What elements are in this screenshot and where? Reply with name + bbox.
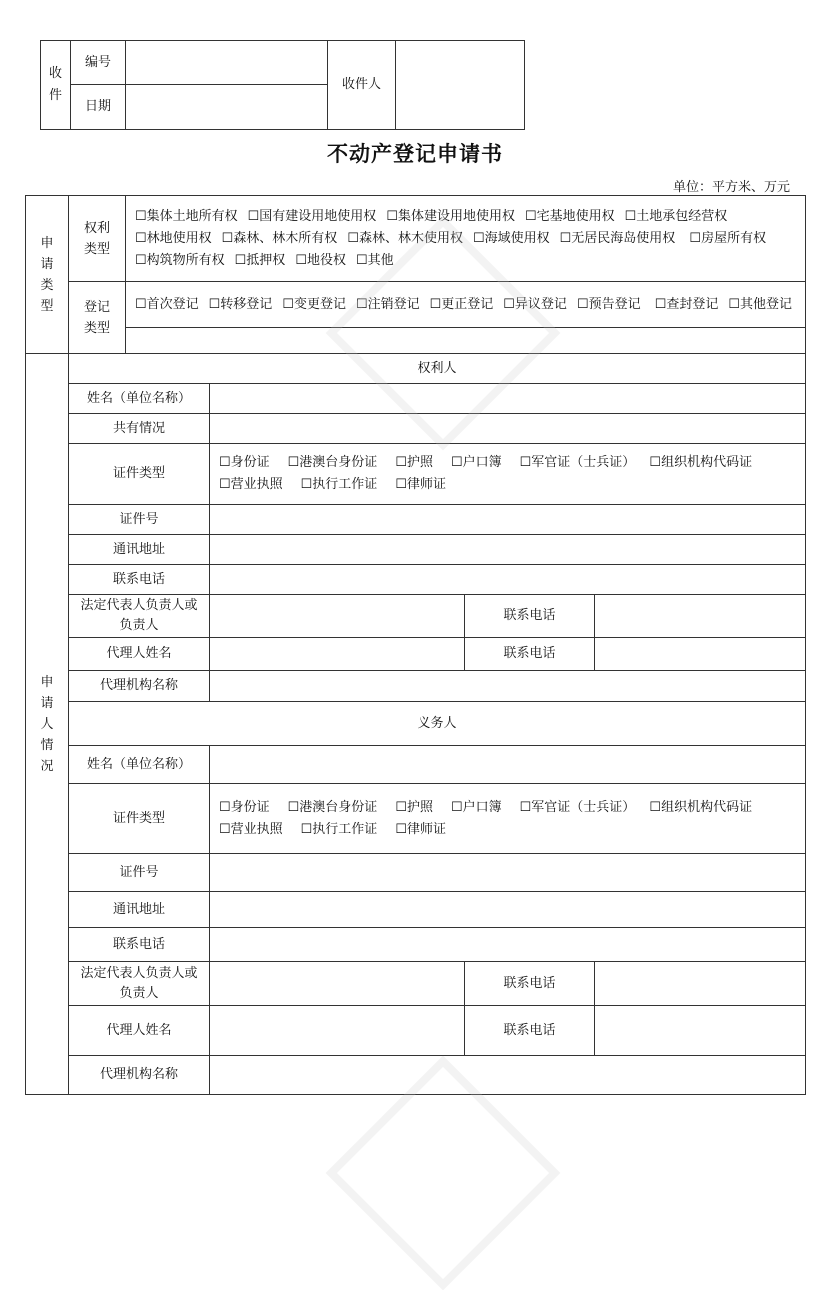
- obligee-id-type-label: 证件类型: [69, 444, 210, 505]
- obligor-agent-phone-field[interactable]: [595, 1006, 806, 1056]
- obligee-agency-label: 代理机构名称: [69, 671, 210, 702]
- obligor-header: 义务人: [69, 702, 806, 746]
- obligor-agency-field[interactable]: [210, 1056, 806, 1095]
- rights-option[interactable]: ☐构筑物所有权: [135, 252, 225, 268]
- obligor-legal-rep-phone-label: 联系电话: [465, 962, 595, 1006]
- rights-option[interactable]: ☐房屋所有权: [689, 230, 767, 246]
- id-option[interactable]: ☐营业执照: [219, 821, 283, 837]
- obligor-phone-field[interactable]: [210, 928, 806, 962]
- obligor-legal-rep-phone-field[interactable]: [595, 962, 806, 1006]
- rights-option[interactable]: ☐宅基地使用权: [524, 208, 615, 224]
- id-option[interactable]: ☐港澳台身份证: [287, 799, 378, 815]
- obligee-agent-phone-label: 联系电话: [465, 638, 595, 671]
- obligee-legal-rep-field[interactable]: [210, 595, 465, 638]
- number-label: 编号: [71, 41, 126, 85]
- obligee-phone-label: 联系电话: [69, 565, 210, 595]
- id-option[interactable]: ☐执行工作证: [300, 821, 378, 837]
- id-option[interactable]: ☐执行工作证: [300, 477, 378, 492]
- obligor-name-field[interactable]: [210, 746, 806, 784]
- obligee-name-field[interactable]: [210, 384, 806, 414]
- main-table: [25, 195, 806, 1095]
- applicant-section-label: 申请人情况: [26, 354, 69, 1095]
- rights-option[interactable]: ☐无居民海岛使用权: [559, 230, 676, 246]
- obligee-agent-name-field[interactable]: [210, 638, 465, 671]
- date-field[interactable]: [126, 85, 328, 130]
- id-option[interactable]: ☐律师证: [395, 821, 446, 837]
- id-option[interactable]: ☐律师证: [395, 477, 446, 492]
- form-title: 不动产登记申请书: [327, 142, 503, 166]
- obligor-id-no-label: 证件号: [69, 854, 210, 892]
- unit-note: 单位：平方米、万元: [672, 180, 790, 195]
- rights-options: [126, 196, 806, 282]
- obligor-agent-name-field[interactable]: [210, 1006, 465, 1056]
- obligee-name-label: 姓名（单位名称）: [69, 384, 210, 414]
- reg-type-blank[interactable]: [126, 328, 806, 354]
- reg-option[interactable]: ☐异议登记: [503, 296, 567, 312]
- rights-option[interactable]: ☐林地使用权: [135, 230, 212, 246]
- obligee-agency-field[interactable]: [210, 671, 806, 702]
- obligee-legal-rep-phone-label: 联系电话: [465, 595, 595, 638]
- obligee-id-no-field[interactable]: [210, 505, 806, 535]
- obligee-id-no-label: 证件号: [69, 505, 210, 535]
- obligee-phone-field[interactable]: [210, 565, 806, 595]
- obligor-name-label: 姓名（单位名称）: [69, 746, 210, 784]
- obligee-legal-rep-phone-field[interactable]: [595, 595, 806, 638]
- rights-option[interactable]: ☐集体土地所有权: [135, 208, 238, 224]
- reg-option[interactable]: ☐注销登记: [355, 296, 420, 312]
- rights-option[interactable]: ☐森林、林木所有权: [221, 230, 338, 246]
- obligee-address-field[interactable]: [210, 535, 806, 565]
- id-option[interactable]: ☐护照: [395, 455, 433, 470]
- reg-option[interactable]: ☐其他登记: [728, 296, 793, 312]
- obligor-address-label: 通讯地址: [69, 892, 210, 928]
- number-field[interactable]: [126, 41, 328, 85]
- reg-option[interactable]: ☐预告登记: [576, 296, 641, 312]
- obligor-address-field[interactable]: [210, 892, 806, 928]
- id-option[interactable]: ☐身份证: [219, 455, 270, 470]
- id-option[interactable]: ☐港澳台身份证: [287, 455, 378, 470]
- reg-option[interactable]: ☐变更登记: [282, 296, 346, 312]
- receiver-label: 收件人: [328, 41, 396, 130]
- id-option[interactable]: ☐户口簿: [450, 799, 502, 815]
- obligor-agency-label: 代理机构名称: [69, 1056, 210, 1095]
- rights-option[interactable]: ☐集体建设用地使用权: [386, 208, 515, 224]
- obligor-agent-name-label: 代理人姓名: [69, 1006, 210, 1056]
- receipt-table: [40, 40, 525, 130]
- rights-option[interactable]: ☐抵押权: [234, 252, 286, 268]
- obligor-id-no-field[interactable]: [210, 854, 806, 892]
- obligor-id-type-label: 证件类型: [69, 784, 210, 854]
- rights-option[interactable]: ☐国有建设用地使用权: [247, 208, 377, 224]
- obligor-legal-rep-label: 法定代表人负责人或负责人: [69, 962, 210, 1006]
- receipt-side-label: 收件: [41, 41, 71, 130]
- obligee-id-options: [210, 444, 806, 505]
- application-type-label: 申请类型: [26, 196, 69, 354]
- id-option[interactable]: ☐组织机构代码证: [649, 799, 753, 815]
- obligor-id-options: [210, 784, 806, 854]
- rights-option[interactable]: ☐海域使用权: [472, 230, 550, 246]
- obligor-legal-rep-field[interactable]: [210, 962, 465, 1006]
- rights-option[interactable]: ☐土地承包经营权: [624, 208, 728, 224]
- id-option[interactable]: ☐营业执照: [219, 477, 283, 492]
- reg-type-label: 登记类型: [69, 282, 126, 354]
- id-option[interactable]: ☐军官证（士兵证）: [519, 455, 636, 470]
- obligor-agent-phone-label: 联系电话: [465, 1006, 595, 1056]
- date-label: 日期: [71, 85, 126, 130]
- reg-option[interactable]: ☐查封登记: [654, 296, 719, 312]
- obligee-legal-rep-label: 法定代表人负责人或负责人: [69, 595, 210, 638]
- obligee-header: 权利人: [69, 354, 806, 384]
- id-option[interactable]: ☐户口簿: [450, 455, 502, 470]
- reg-option[interactable]: ☐转移登记: [208, 296, 273, 312]
- obligee-share-field[interactable]: [210, 414, 806, 444]
- receiver-field[interactable]: [396, 41, 525, 130]
- reg-options: [126, 282, 806, 328]
- obligee-agent-name-label: 代理人姓名: [69, 638, 210, 671]
- obligee-agent-phone-field[interactable]: [595, 638, 806, 671]
- rights-type-label: 权利类型: [69, 196, 126, 282]
- id-option[interactable]: ☐护照: [395, 799, 433, 815]
- obligee-address-label: 通讯地址: [69, 535, 210, 565]
- id-option[interactable]: ☐军官证（士兵证）: [519, 799, 636, 815]
- obligor-phone-label: 联系电话: [69, 928, 210, 962]
- rights-option[interactable]: ☐森林、林木使用权: [347, 230, 463, 246]
- obligee-share-label: 共有情况: [69, 414, 210, 444]
- reg-option[interactable]: ☐首次登记: [135, 296, 199, 312]
- id-option[interactable]: ☐身份证: [219, 799, 270, 815]
- rights-option[interactable]: ☐地役权: [295, 252, 346, 268]
- id-option[interactable]: ☐组织机构代码证: [649, 455, 753, 470]
- rights-option[interactable]: ☐其他: [355, 252, 394, 268]
- reg-option[interactable]: ☐更正登记: [429, 296, 494, 312]
